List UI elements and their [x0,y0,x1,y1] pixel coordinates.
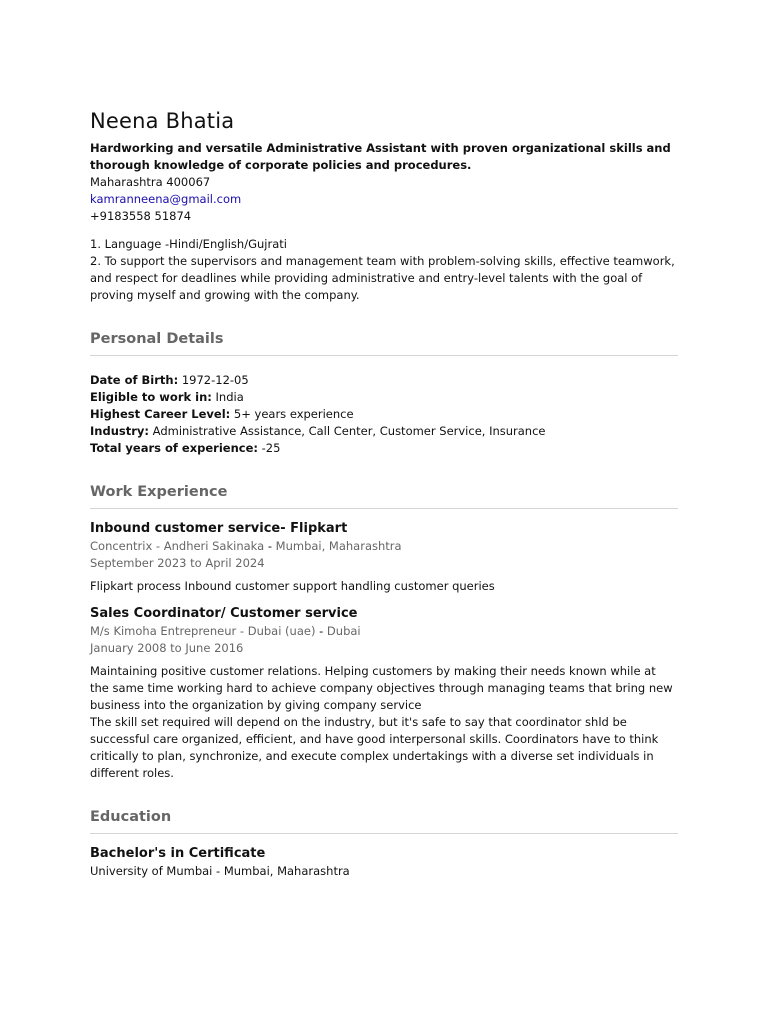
detail-value: India [215,390,244,404]
job-description-continued: The skill set required will depend on the industry, but it's safe to say that coordinator shld be successful care organized, efficient, and have good interpersonal skills. Coordinators have to think critically to plan, synchronize, and execute complex undertakings with a diverse set individuals in different roles. [90,715,659,780]
personal-details-list [90,372,678,457]
job-separator: - [319,624,324,638]
personal-details-section [90,329,678,457]
detail-label: Total years of experience: [90,441,258,455]
detail-row-experience [90,440,678,457]
detail-value: 1972-12-05 [181,373,249,387]
detail-row-industry [90,423,678,440]
detail-label: Highest Career Level: [90,407,231,421]
summary-headline: Hardworking and versatile Administrative Assistant with proven organizational skills and thorough knowledge of corporate policies and procedures. [90,141,671,172]
job-company-location [90,538,678,555]
location: Maharashtra 400067 [90,175,211,189]
objective-line: 2. To support the supervisors and management team with problem-solving skills, effective teamwork, and respect for deadlines while providing administrative and entry-level talents with the goal of proving myself and growing with the company. [90,254,675,302]
job-location: Mumbai, Maharashtra [275,539,402,553]
job-description: Flipkart process Inbound customer support handling customer queries [90,579,495,593]
job-title: Inbound customer service- Flipkart [90,521,348,536]
job-company: Concentrix - Andheri Sakinaka [90,539,265,553]
job-dates: January 2008 to June 2016 [90,641,244,655]
job-dates: September 2023 to April 2024 [90,556,265,570]
detail-value: -25 [261,441,281,455]
job-entry-flipkart [90,520,678,595]
job-company: M/s Kimoha Entrepreneur - Dubai (uae) [90,624,316,638]
detail-label: Eligible to work in: [90,390,212,404]
detail-value: 5+ years experience [233,407,354,421]
detail-row-dob [90,372,678,389]
work-experience-section [90,482,678,782]
school-name: University of Mumbai - Mumbai, Maharashtra [90,864,350,878]
degree-title: Bachelor's in Certificate [90,846,266,861]
job-company-location [90,623,678,640]
job-separator: - [267,539,272,553]
job-entry-sales-coordinator [90,605,678,782]
job-description: Maintaining positive customer relations. Helping customers by making their needs known while at the same time working hard to achieve company objectives through managing teams that bring new business into the organization by giving company service [90,664,673,712]
candidate-name: Neena Bhatia [90,109,235,133]
email-link[interactable]: kamranneena@gmail.com [90,192,242,206]
section-title-education: Education [90,807,678,834]
job-location: Dubai [326,624,361,638]
detail-row-eligibility [90,389,678,406]
education-entry [90,845,678,880]
detail-label: Date of Birth: [90,373,179,387]
job-title: Sales Coordinator/ Customer service [90,606,358,621]
additional-info [90,236,678,304]
detail-label: Industry: [90,424,149,438]
detail-value: Administrative Assistance, Call Center, Customer Service, Insurance [152,424,546,438]
section-title-work: Work Experience [90,482,678,509]
section-title-personal: Personal Details [90,329,678,356]
detail-row-career-level [90,406,678,423]
education-section [90,807,678,880]
phone-number: +9183558 51874 [90,209,192,223]
language-line: 1. Language -Hindi/English/Gujrati [90,237,287,251]
